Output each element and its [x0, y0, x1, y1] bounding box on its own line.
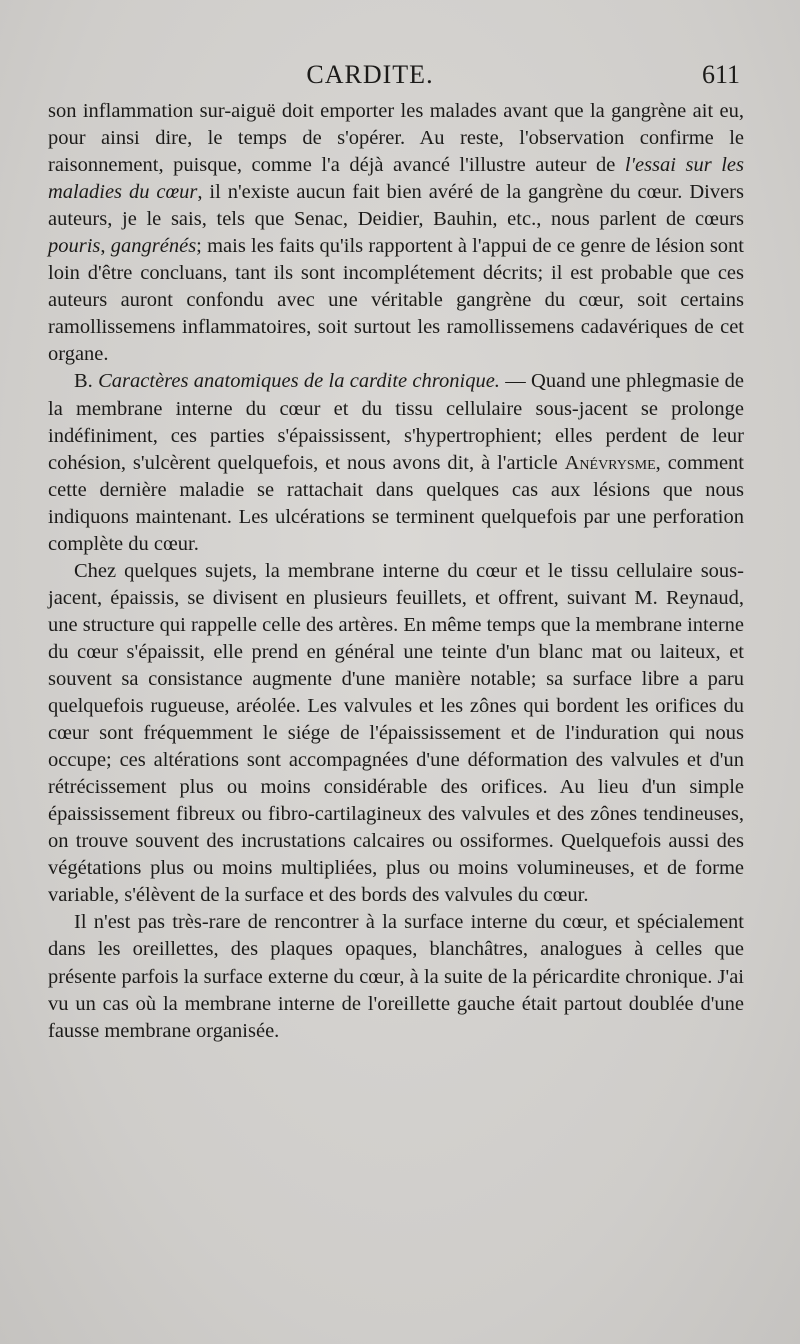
text-run: , — [100, 235, 111, 258]
small-caps-text: Anévrysme — [564, 451, 656, 474]
text-run: — Quand une phlegmasie de la membrane interne du cœur et du tissu cellulaire sous-jacent se prolonge indéfiniment, ces parties s'épaississent, s'hypertrophient; elles perdent de leur cohésion, s'ulcèrent quelquefois, et nous avons dit, à l'article — [48, 370, 744, 474]
paragraph — [48, 368, 744, 557]
text-run: son inflammation sur-aiguë doit emporter les malades avant que la gangrène ait eu, pour ainsi dire, le temps de s'opérer. Au reste, l'observation confirme le raisonnement, puisque, comme l'a déjà avancé l'illustre auteur de — [48, 100, 744, 177]
page-number: 611 — [701, 60, 740, 89]
text-run: , comment cette dernière maladie se rattachait dans quelques cas aux lésions que nous indiquons maintenant. Les ulcérations se terminent quelquefois par une perforation complète du cœur. — [48, 451, 744, 555]
text-run: ; mais les faits qu'ils rapportent à l'appui de ce genre de lésion sont loin d'être concluans, tant ils sont incomplétement décrits; il est probable que ces auteurs auront confondu avec une véritable gangrène du cœur, soit certains ramollissemens inflammatoires, soit surtout les ramollissemens cadavériques de cet organe. — [48, 235, 744, 366]
paragraph — [48, 98, 744, 368]
paragraph — [48, 909, 744, 1044]
italic-text: Caractères anatomiques de la cardite chronique. — [98, 370, 500, 393]
running-title: CARDITE. — [306, 60, 434, 89]
text-run: B. — [74, 370, 99, 393]
body-text — [48, 98, 744, 1045]
italic-text: l'essai sur les maladies du cœur — [48, 154, 744, 204]
text-run: Chez quelques sujets, la membrane interne du cœur et le tissu cellulaire sous-jacent, épaissis, se divisent en plusieurs feuillets, et offrent, suivant M. Reynaud, une structure qui rappelle celle des artères. En même temps que la membrane interne du cœur s'épaissit, elle prend en général une teinte d'un blanc mat ou laiteux, et souvent sa consistance augmente d'une manière notable; sa surface libre a paru quelquefois rugueuse, aréolée. Les valvules et les zônes qui bordent les orifices du cœur sont fréquemment le siége de l'épaississement et de l'induration qui nous occupe; ces altérations sont accompagnées d'une déformation des valvules et d'un rétrécissement plus ou moins considérable des orifices. Au lieu d'un simple épaississement fibreux ou fibro-cartilagineux des valvules et des zônes tendineuses, on trouve souvent des incrustations calcaires ou ossiformes. Quelquefois aussi des végétations plus ou moins multipliées, plus ou moins volumineuses, et de forme variable, s'élèvent de la surface et des bords des valvules du cœur. — [48, 559, 744, 907]
text-run: Il n'est pas très-rare de rencontrer à la surface interne du cœur, et spécialement dans les oreillettes, des plaques opaques, blanchâtres, analogues à celles que présente parfois la surface externe du cœur, à la suite de la péricardite chronique. J'ai vu un cas où la membrane interne de l'oreillette gauche était partout doublée d'une fausse membrane organisée. — [48, 911, 744, 1042]
running-head — [0, 60, 800, 94]
text-run: , il n'existe aucun fait bien avéré de la gangrène du cœur. Divers auteurs, je le sais, tels que Senac, Deidier, Bauhin, etc., nous parlent de cœurs — [48, 181, 744, 231]
italic-text: pouris — [48, 235, 101, 258]
paragraph — [48, 558, 744, 910]
italic-text: gangrénés — [110, 235, 197, 258]
